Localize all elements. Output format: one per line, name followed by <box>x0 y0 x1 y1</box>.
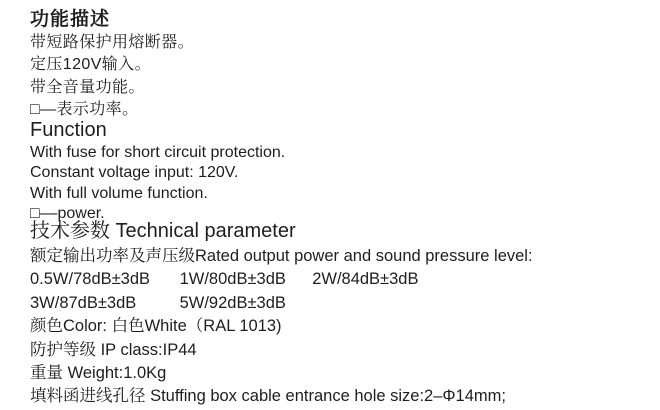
function-cn-line-voltage: 定压120V输入。 <box>30 56 151 74</box>
function-en-line-volume: With full volume function. <box>30 184 208 202</box>
power-spl-value: 3W/87dB±3dB <box>30 293 137 312</box>
rated-output-line: 额定输出功率及声压级Rated output power and sound pressure level: <box>30 247 533 265</box>
heading-function-en: Function <box>30 119 107 141</box>
power-spl-value: 5W/92dB±3dB <box>179 293 286 312</box>
heading-function-description-cn: 功能描述 <box>30 9 111 30</box>
weight-line: 重量 Weight:1.0Kg <box>30 364 167 383</box>
function-en-line-voltage: Constant voltage input: 120V. <box>30 164 239 182</box>
function-en-line-power-symbol: □––power. <box>30 205 105 223</box>
color-line: 颜色Color: 白色White（RAL 1013) <box>30 317 282 336</box>
cable-hole-line: 填料函进线孔径 Stuffing box cable entrance hole size:2–Φ14mm; <box>30 387 506 406</box>
power-spl-value: 0.5W/78dB±3dB <box>30 270 151 289</box>
ip-class-line: 防护等级 IP class:IP44 <box>30 340 197 359</box>
function-cn-line-volume: 带全音量功能。 <box>30 78 145 96</box>
power-spl-row-1 <box>30 268 650 291</box>
power-spl-value: 2W/84dB±3dB <box>312 270 419 289</box>
section-technical-parameter <box>30 218 650 409</box>
power-spl-value: 1W/80dB±3dB <box>179 270 286 289</box>
power-spl-row-2 <box>30 292 650 315</box>
function-cn-line-fuse: 带短路保护用熔断器。 <box>30 34 195 51</box>
section-function-en <box>30 118 650 225</box>
section-function-description-cn <box>30 7 650 122</box>
heading-technical-parameter: 技术参数 Technical parameter <box>30 220 296 242</box>
function-cn-line-power-symbol: □—表示功率。 <box>30 101 139 119</box>
function-en-line-fuse: With fuse for short circuit protection. <box>30 144 286 161</box>
